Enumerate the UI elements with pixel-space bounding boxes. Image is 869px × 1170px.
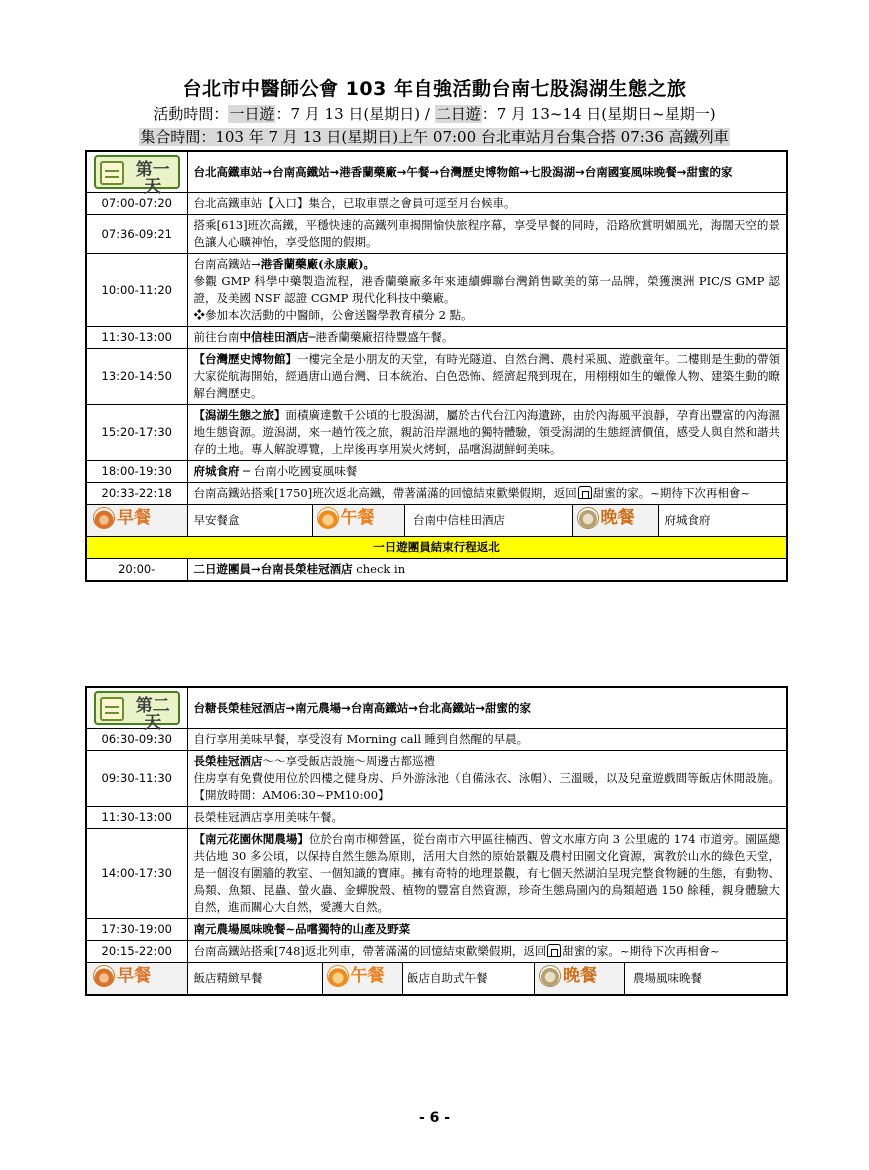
table-row: 13:20-14:50 【台灣歷史博物館】一樓完全是小朋友的天堂，有時光隧道、自然台灣、農村采風、遊戲童年。二樓則是生動的帶領大家從航海開始，經過唐山過台灣、日本統治、白色恐怖、經濟起飛到現在，用栩栩如生的蠟像人物、建築生動的瞭解台灣歷史。	[86, 349, 787, 405]
day1-label: 一日遊	[229, 105, 275, 123]
page-title: 台北市中醫師公會 103 年自強活動台南七股潟湖生態之旅	[182, 78, 687, 100]
day2-badge: 第二天	[94, 691, 180, 725]
row-note: ❖參加本次活動的中醫師，公會送醫學教育積分 2 點。	[193, 308, 473, 322]
calendar-icon	[100, 697, 124, 721]
table-row: 09:30-11:30 長榮桂冠酒店～～享受飯店設施～周邊古都巡禮 住房享有免費使用位於四樓之健身房、戶外游泳池（自備泳衣、泳帽）、三溫暖，以及兒童遊戲間等飯店休閒設施。【開放時間：AM06:30~PM10:00】	[86, 751, 787, 807]
breakfast-bowl-icon: 早餐	[93, 507, 151, 529]
day2-dinner: 農場風味晚餐	[633, 971, 702, 985]
table-row: 11:30-13:00 長榮桂冠酒店享用美味午餐。	[86, 807, 787, 829]
table-row: 20:33-22:18 台南高鐵站搭乘[1750]班次返北高鐵，帶著滿滿的回憶結束歡樂假期，返回 甜蜜的家。~期待下次再相會~	[86, 483, 787, 505]
table-row: 11:30-13:00 前往台南中信桂田酒店─港香蘭藥廠招待豐盛午餐。	[86, 327, 787, 349]
day2-header-row	[86, 687, 787, 729]
activity-time	[0, 104, 869, 125]
lunch-fish-icon: 午餐	[327, 965, 385, 987]
day2-label: 二日遊	[435, 105, 481, 123]
day2-value: ：7 月 13~14 日(星期日~星期一)	[481, 105, 716, 123]
day1-lunch: 台南中信桂田酒店	[405, 505, 573, 536]
day1-header-row	[86, 151, 787, 193]
dinner-bowl-icon: 晚餐	[539, 965, 597, 987]
day1-meal-row	[86, 505, 787, 537]
table-row: 20:00- 二日遊團員→台南長榮桂冠酒店 check in	[86, 559, 787, 582]
table-row: 10:00-11:20 台南高鐵站→港香蘭藥廠(永康廠)。 參觀 GMP 科學中藥製造流程，港香蘭藥廠多年來連續蟬聯台灣銷售歐美的第一品牌，榮獲澳洲 PIC/S GMP 認證，及美國 NSF 認證 CGMP 現代化科技中藥廠。 ❖參加本次活動的中醫師，公會送醫學教育積分 2 點。	[86, 254, 787, 327]
gather-time	[0, 127, 869, 148]
home-icon	[547, 944, 561, 957]
end-notice: 一日遊團員結束行程返北	[86, 537, 787, 559]
dinner-bowl-icon: 晚餐	[577, 507, 635, 529]
day1-schedule-table	[85, 150, 788, 582]
day1-dinner: 府城食府	[664, 513, 711, 527]
table-row: 07:36-09:21 搭乘[613]班次高鐵，平穩快速的高鐵列車揭開愉快旅程序幕，享受早餐的同時，沿路欣賞明媚風光，海闊天空的景色讓人心曠神怡，享受悠閒的假期。	[86, 215, 787, 254]
day2-route: 台糖長榮桂冠酒店→南元農場→台南高鐵站→台北高鐵站→甜蜜的家	[187, 687, 787, 729]
day1-badge-cell	[86, 151, 187, 197]
table-row: 06:30-09:30 自行享用美味早餐，享受沒有 Morning call 睡到自然醒的早晨。	[86, 729, 787, 751]
day2-lunch: 飯店自助式午餐	[403, 963, 535, 994]
day2-meal-row	[86, 963, 787, 996]
day1-badge: 第一天	[94, 155, 180, 189]
table-row: 18:00-19:30 府城食府 ─ 台南小吃國宴風味餐	[86, 461, 787, 483]
gather-time-text: 集合時間：103 年 7 月 13 日(星期日)上午 07:00 台北車站月台集合搭 07:36 高鐵列車	[140, 128, 729, 146]
day1-route: 台北高鐵車站→台南高鐵站→港香蘭藥廠→午餐→台灣歷史博物館→七股潟湖→台南國宴風味晚餐→甜蜜的家	[187, 151, 787, 193]
day2-schedule-table	[85, 686, 788, 996]
breakfast-bowl-icon: 早餐	[93, 965, 151, 987]
page-number: - 6 -	[418, 1110, 451, 1126]
lunch-fish-icon: 午餐	[317, 507, 375, 529]
table-row: 07:00-07:20 台北高鐵車站【入口】集合，已取車票之會員可逕至月台候車。	[86, 193, 787, 215]
table-row: 20:15-22:00 台南高鐵站搭乘[748]返北列車，帶著滿滿的回憶結束歡樂假期，返回 甜蜜的家。~期待下次再相會~	[86, 941, 787, 963]
row-title: 台南高鐵站→港香蘭藥廠(永康廠)。	[193, 257, 376, 271]
day1-breakfast: 早安餐盒	[193, 513, 240, 527]
table-row: 17:30-19:00 南元農場風味晚餐~品嚐獨特的山產及野菜	[86, 919, 787, 941]
activity-time-label: 活動時間：	[153, 105, 229, 123]
table-row: 15:20-17:30 【潟湖生態之旅】面積廣達數千公頃的七股潟湖，屬於古代台江內海遺跡，由於內海風平浪靜，孕育出豐富的內海濕地生態資源。遊潟湖，來一趟竹筏之旅，親訪沿岸濕地的獨特體驗，領受潟湖的生態經濟價值，感受人與自然和諧共存的土地。專人解說導覽，上岸後再享用炭火烤蚵，品嚐潟湖鮮蚵美味。	[86, 405, 787, 461]
calendar-icon	[100, 161, 124, 185]
day2-breakfast: 飯店精緻早餐	[187, 963, 322, 996]
home-icon	[578, 486, 592, 499]
table-row: 14:00-17:30 【南元花園休閒農場】位於台南市柳營區，從台南市六甲區往楠西、曾文水庫方向 3 公里處的 174 市道旁。園區總共佔地 30 多公頃，以保持自然生態為原則，活用大自然的原始景觀及農村田園文化資源，寓教於山水的綠色天堂，是一個沒有圍牆的教室、一個知識的寶庫。擁有奇特的地理景觀，有七個天然湖泊呈現完整食物鏈的生態，有動物、鳥類、魚類、昆蟲、螢火蟲、金蟬脫殼、植物的豐富自然資源，珍奇生態鳥園內的鳥類超過 150 餘種，親身體驗大自然，進而關心大自然，愛護大自然。	[86, 829, 787, 919]
end-notice-row	[86, 537, 787, 559]
day1-value: ：7 月 13 日(星期日) /	[275, 105, 435, 123]
